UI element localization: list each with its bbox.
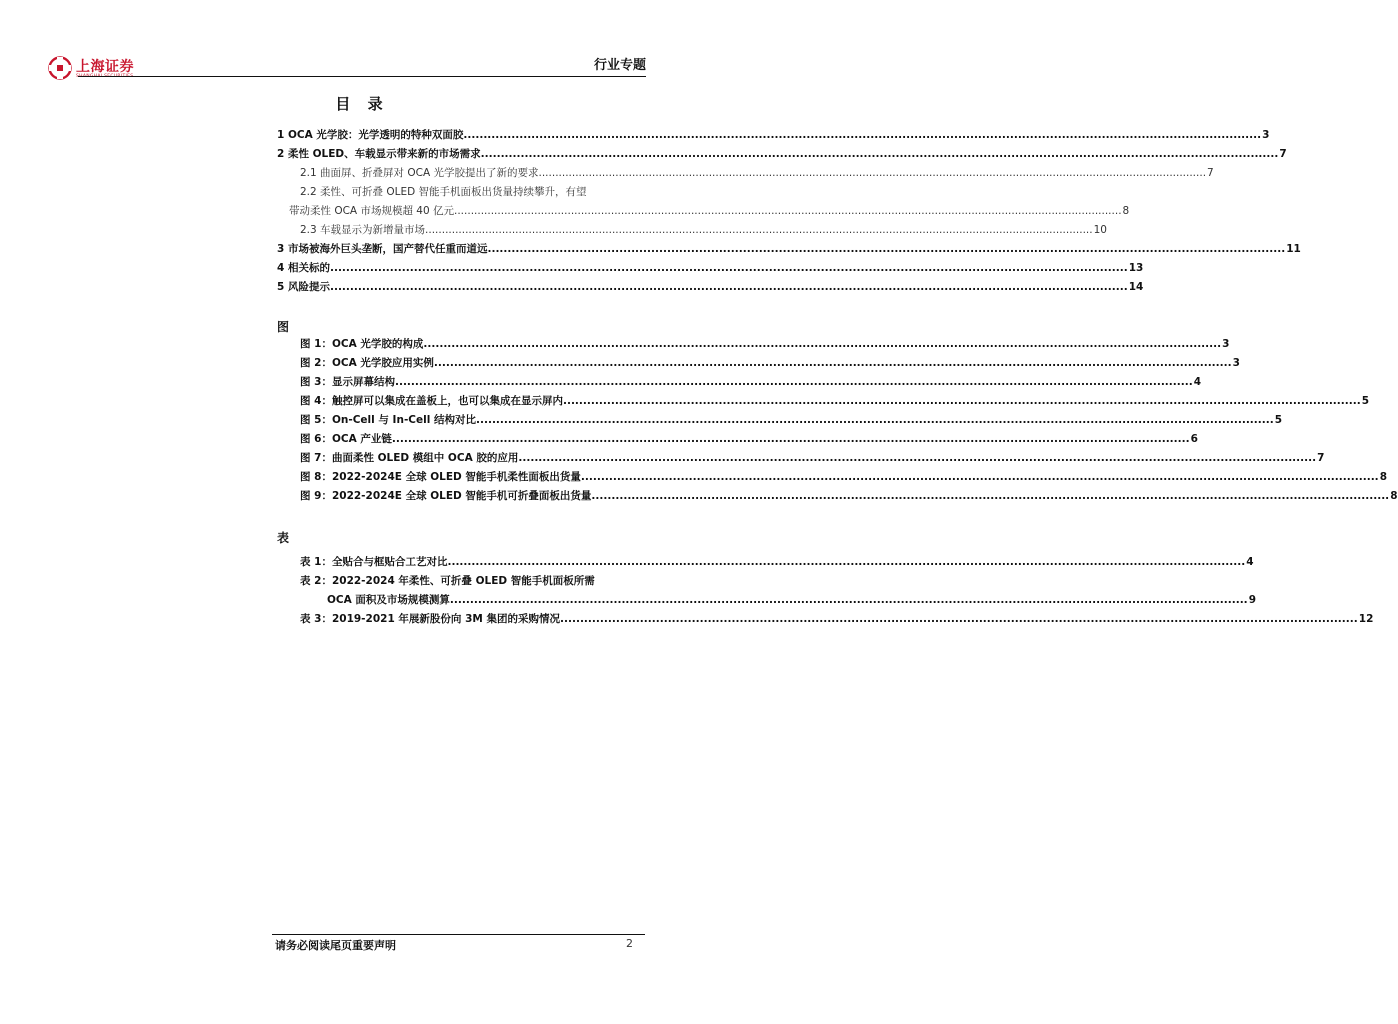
toc-entry[interactable]: 2 柔性 OLED、车载显示带来新的市场需求 ........................................................................................................................................................................................................ 7 — [277, 148, 1287, 160]
leader-dots: ........................................................................................................................................................................................................ — [449, 594, 1248, 606]
leader-dots: ........................................................................................................................................................................................................ — [423, 338, 1222, 350]
leader-dots: ........................................................................................................................................................................................................ — [425, 224, 1093, 236]
figure-entry[interactable]: 图 2：OCA 光学胶应用实例 ........................................................................................................................................................................................................ 3 — [300, 357, 1240, 369]
toc-entry[interactable]: 3 市场被海外巨头垄断，国产替代任重而道远 ........................................................................................................................................................................................................ 11 — [277, 243, 1301, 255]
leader-dots: ........................................................................................................................................................................................................ — [480, 148, 1279, 160]
toc-entry[interactable]: 1 OCA 光学胶：光学透明的特种双面胶 ........................................................................................................................................................................................................ 3 — [277, 129, 1270, 141]
leader-dots: ........................................................................................................................................................................................................ — [475, 414, 1274, 426]
figure-entry[interactable]: 图 3：显示屏幕结构 ........................................................................................................................................................................................................ 4 — [300, 376, 1202, 388]
header-divider — [78, 76, 646, 77]
report-category: 行业专题 — [593, 58, 646, 73]
table-entry[interactable]: OCA 面积及市场规模测算 ........................................................................................................................................................................................................ 9 — [327, 594, 1256, 606]
footer-divider — [272, 934, 645, 935]
leader-dots: ........................................................................................................................................................................................................ — [454, 205, 1122, 217]
leader-dots: ........................................................................................................................................................................................................ — [463, 129, 1262, 141]
toc-subentry[interactable]: 2.1 曲面屏、折叠屏对 OCA 光学胶提出了新的要求 ........................................................................................................................................................................................................ 7 — [300, 167, 1214, 179]
leader-dots: ........................................................................................................................................................................................................ — [394, 376, 1193, 388]
figure-entry[interactable]: 图 1：OCA 光学胶的构成 ........................................................................................................................................................................................................ 3 — [300, 338, 1230, 350]
leader-dots: ........................................................................................................................................................................................................ — [487, 243, 1286, 255]
tables-heading: 表 — [277, 531, 290, 545]
figure-entry[interactable]: 图 7：曲面柔性 OLED 模组中 OCA 胶的应用 ........................................................................................................................................................................................................ 7 — [300, 452, 1325, 464]
leader-dots: ........................................................................................................................................................................................................ — [538, 167, 1207, 179]
leader-dots: ........................................................................................................................................................................................................ — [433, 357, 1232, 369]
page-number: 2 — [626, 937, 633, 950]
toc-subentry[interactable]: 2.3 车载显示为新增量市场 ........................................................................................................................................................................................................ 10 — [300, 224, 1107, 236]
figure-entry[interactable]: 图 4：触控屏可以集成在盖板上，也可以集成在显示屏内 ........................................................................................................................................................................................................ 5 — [300, 395, 1370, 407]
brand-logo — [48, 54, 198, 84]
leader-dots: ........................................................................................................................................................................................................ — [580, 471, 1379, 483]
figure-entry[interactable]: 图 8：2022-2024E 全球 OLED 智能手机柔性面板出货量 ........................................................................................................................................................................................................ 8 — [300, 471, 1387, 483]
figures-heading: 图 — [277, 320, 290, 334]
table-entry[interactable]: 表 1：全贴合与框贴合工艺对比 ........................................................................................................................................................................................................ 4 — [300, 556, 1254, 568]
leader-dots: ........................................................................................................................................................................................................ — [329, 262, 1128, 274]
leader-dots: ........................................................................................................................................................................................................ — [591, 490, 1390, 502]
logo-text-cn: 上海证券 — [76, 59, 134, 75]
toc-entry[interactable]: 5 风险提示 ........................................................................................................................................................................................................ 14 — [277, 281, 1144, 293]
logo-text-en: SHANGHAI SECURITIES — [76, 74, 134, 79]
toc-entry[interactable]: 4 相关标的 ........................................................................................................................................................................................................ 13 — [277, 262, 1144, 274]
disclaimer-notice[interactable]: 请务必阅读尾页重要声明 — [275, 939, 396, 952]
logo-emblem-icon — [48, 56, 72, 80]
figure-entry[interactable]: 图 9：2022-2024E 全球 OLED 智能手机可折叠面板出货量 ........................................................................................................................................................................................................ 8 — [300, 490, 1398, 502]
leader-dots: ........................................................................................................................................................................................................ — [391, 433, 1190, 445]
figure-entry[interactable]: 图 5：On-Cell 与 In-Cell 结构对比 ........................................................................................................................................................................................................ 5 — [300, 414, 1283, 426]
toc-subentry[interactable]: 带动柔性 OCA 市场规模超 40 亿元 ........................................................................................................................................................................................................ 8 — [289, 205, 1130, 217]
table-entry-line1[interactable]: 表 2：2022-2024 年柔性、可折叠 OLED 智能手机面板所需 — [300, 575, 595, 587]
leader-dots: ........................................................................................................................................................................................................ — [560, 613, 1358, 625]
leader-dots: ........................................................................................................................................................................................................ — [447, 556, 1246, 568]
figure-entry[interactable]: 图 6：OCA 产业链 ........................................................................................................................................................................................................ 6 — [300, 433, 1198, 445]
leader-dots: ........................................................................................................................................................................................................ — [518, 452, 1317, 464]
leader-dots: ........................................................................................................................................................................................................ — [562, 395, 1361, 407]
toc-subentry-line1[interactable]: 2.2 柔性、可折叠 OLED 智能手机面板出货量持续攀升，有望 — [300, 186, 587, 198]
leader-dots: ........................................................................................................................................................................................................ — [329, 281, 1128, 293]
table-entry[interactable]: 表 3：2019-2021 年展新股份向 3M 集团的采购情况 ........................................................................................................................................................................................................ 12 — [300, 613, 1374, 625]
toc-title: 目 录 — [335, 95, 389, 113]
